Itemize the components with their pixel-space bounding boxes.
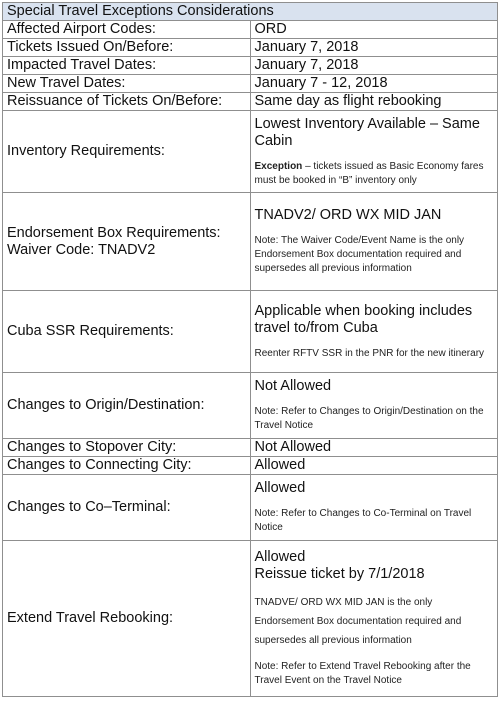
table-row [3,93,498,111]
row-note: Note: The Waiver Code/Event Name is the only Endorsement Box documentation required and supersedes all previous information [254,235,465,274]
row-note-secondary: Note: Refer to Extend Travel Rebooking after the Travel Event on the Travel Notice [254,661,471,686]
table-row [3,57,498,75]
row-label: Changes to Connecting City: [3,457,251,475]
row-value: Not Allowed [254,378,332,394]
row-value: Lowest Inventory Available – Same Cabin [254,115,480,149]
table-row [3,457,498,475]
row-label: Inventory Requirements: [3,111,251,193]
row-value-secondary: Reissue ticket by 7/1/2018 [254,566,425,582]
row-value: January 7, 2018 [250,57,498,75]
row-value: Allowed [254,480,306,496]
row-label: Impacted Travel Dates: [3,57,251,75]
row-label: Changes to Co–Terminal: [3,475,251,541]
table-row [3,39,498,57]
table-row [3,21,498,39]
row-value: TNADV2/ ORD WX MID JAN [254,207,442,223]
table-row [3,111,498,193]
row-value: Allowed [254,549,306,565]
row-note: Reenter RFTV SSR in the PNR for the new itinerary [254,347,485,359]
table-title-row [3,3,498,21]
table-row [3,475,498,541]
row-value: Applicable when booking includes travel to/from Cuba [254,302,473,336]
note-text: – tickets issued as Basic Economy fares must be booked in “B” inventory only [254,160,484,186]
row-value: January 7 - 12, 2018 [250,75,498,93]
travel-exceptions-table [2,2,498,697]
row-value: Not Allowed [250,439,498,457]
table-row [3,291,498,373]
row-label: Reissuance of Tickets On/Before: [3,93,251,111]
row-label-secondary: Waiver Code: TNADV2 [7,241,156,258]
row-note: TNADVE/ ORD WX MID JAN is the only Endorsement Box documentation required and supersedes all previous information [254,597,462,646]
table-title: Special Travel Exceptions Considerations [3,3,498,21]
row-value: Same day as flight rebooking [250,93,498,111]
row-label: Changes to Stopover City: [3,439,251,457]
row-note: Note: Refer to Changes to Co-Terminal on Travel Notice [254,508,472,533]
note-bold: Exception [254,160,303,172]
row-note: Note: Refer to Changes to Origin/Destination on the Travel Notice [254,406,484,431]
row-label: New Travel Dates: [3,75,251,93]
row-label: Cuba SSR Requirements: [3,291,251,373]
row-value: Allowed [250,457,498,475]
table-row [3,75,498,93]
table-row [3,193,498,291]
row-label: Extend Travel Rebooking: [3,541,251,697]
table-row [3,373,498,439]
row-value: January 7, 2018 [250,39,498,57]
row-note [255,160,494,188]
row-label: Changes to Origin/Destination: [3,373,251,439]
table-row [3,439,498,457]
row-label: Tickets Issued On/Before: [3,39,251,57]
row-label: Endorsement Box Requirements: [7,224,221,241]
table-row [3,541,498,697]
row-value: ORD [250,21,498,39]
row-label: Affected Airport Codes: [3,21,251,39]
